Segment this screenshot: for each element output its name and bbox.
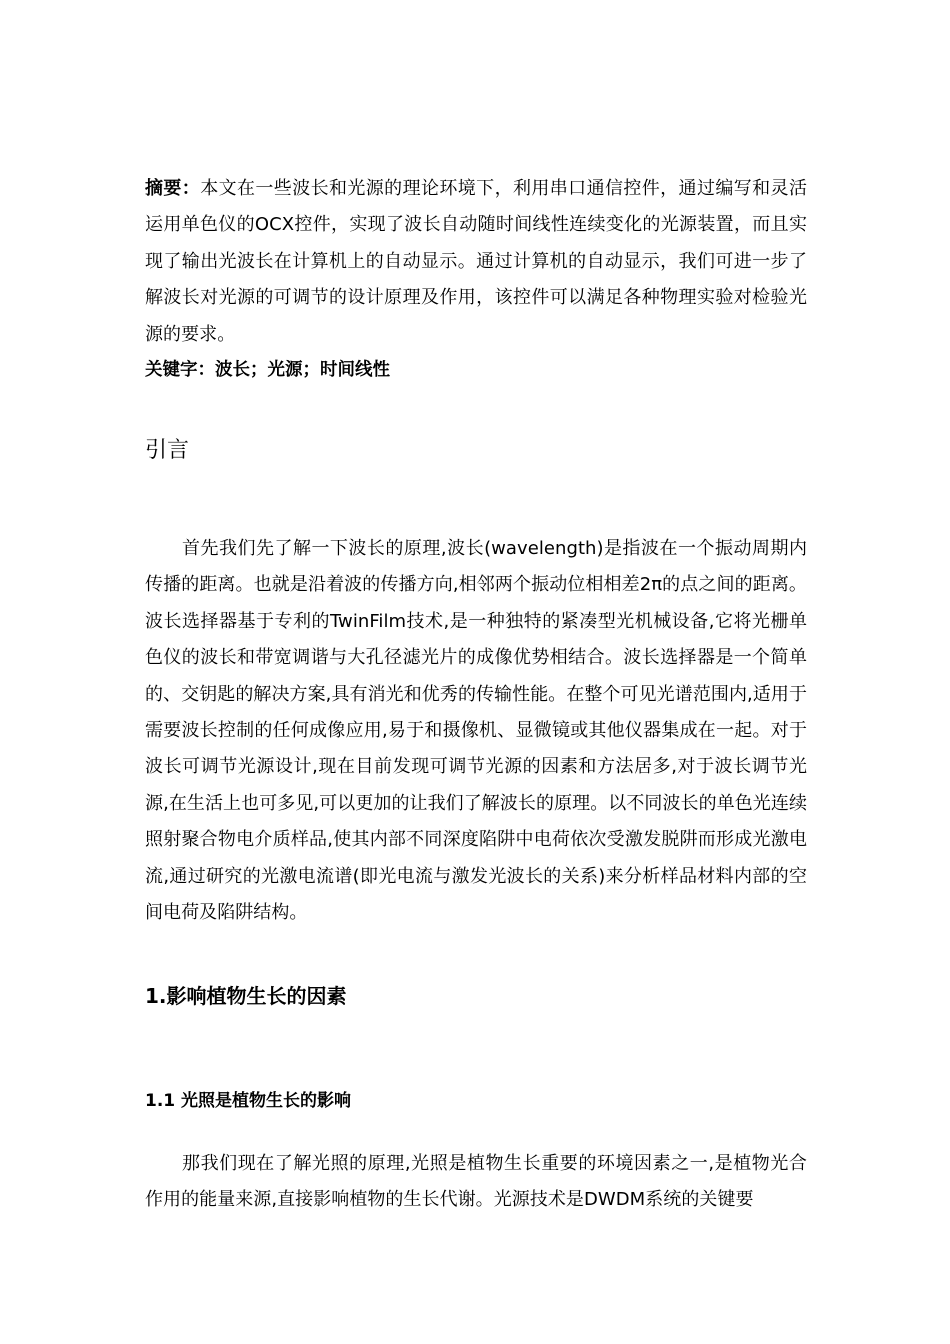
abstract-section: [145, 171, 807, 387]
abstract-text: 本文在一些波长和光源的理论环境下，利用串口通信控件，通过编写和灵活运用单色仪的OCX控件，实现了波长自动随时间线性连续变化的光源装置，而且实现了输出光波长在计算机上的自动显示。通过计算机的自动显示，我们可进一步了解波长对光源的可调节的设计原理及作用，该控件可以满足各种物理实验对检验光源的要求。: [145, 178, 807, 345]
section-1-1-paragraph: 那我们现在了解光照的原理,光照是植物生长重要的环境因素之一,是植物光合作用的能量来源,直接影响植物的生长代谢。光源技术是DWDM系统的关键要: [145, 1153, 807, 1211]
intro-section: [145, 531, 807, 931]
section-1-1-heading: 1.1 光照是植物生长的影响: [145, 1091, 352, 1111]
section-1-1-body: [145, 1146, 807, 1219]
intro-paragraph: 首先我们先了解一下波长的原理,波长(wavelength)是指波在一个振动周期内传播的距离。也就是沿着波的传播方向,相邻两个振动位相相差2π的点之间的距离。波长选择器基于专利的TwinFilm技术,是一种独特的紧凑型光机械设备,它将光栅单色仪的波长和带宽调谐与大孔径滤光片的成像优势相结合。波长选择器是一个简单的、交钥匙的解决方案,具有消光和优秀的传输性能。在整个可见光谱范围内,适用于需要波长控制的任何成像应用,易于和摄像机、显微镜或其他仪器集成在一起。对于波长可调节光源设计,现在目前发现可调节光源的因素和方法居多,对于波长调节光源,在生活上也可多见,可以更加的让我们了解波长的原理。以不同波长的单色光连续照射聚合物电介质样品,使其内部不同深度陷阱中电荷依次受激发脱阱而形成光激电流,通过研究的光激电流谱(即光电流与激发光波长的关系)来分析样品材料内部的空间电荷及陷阱结构。: [145, 538, 807, 924]
abstract-label: 摘要：: [145, 178, 201, 199]
intro-heading: 引言: [145, 438, 190, 463]
abstract-paragraph: [145, 171, 807, 353]
keywords-line: 关键字：波长；光源；时间线性: [145, 360, 390, 381]
section-1-heading: 1.影响植物生长的因素: [145, 984, 347, 1008]
